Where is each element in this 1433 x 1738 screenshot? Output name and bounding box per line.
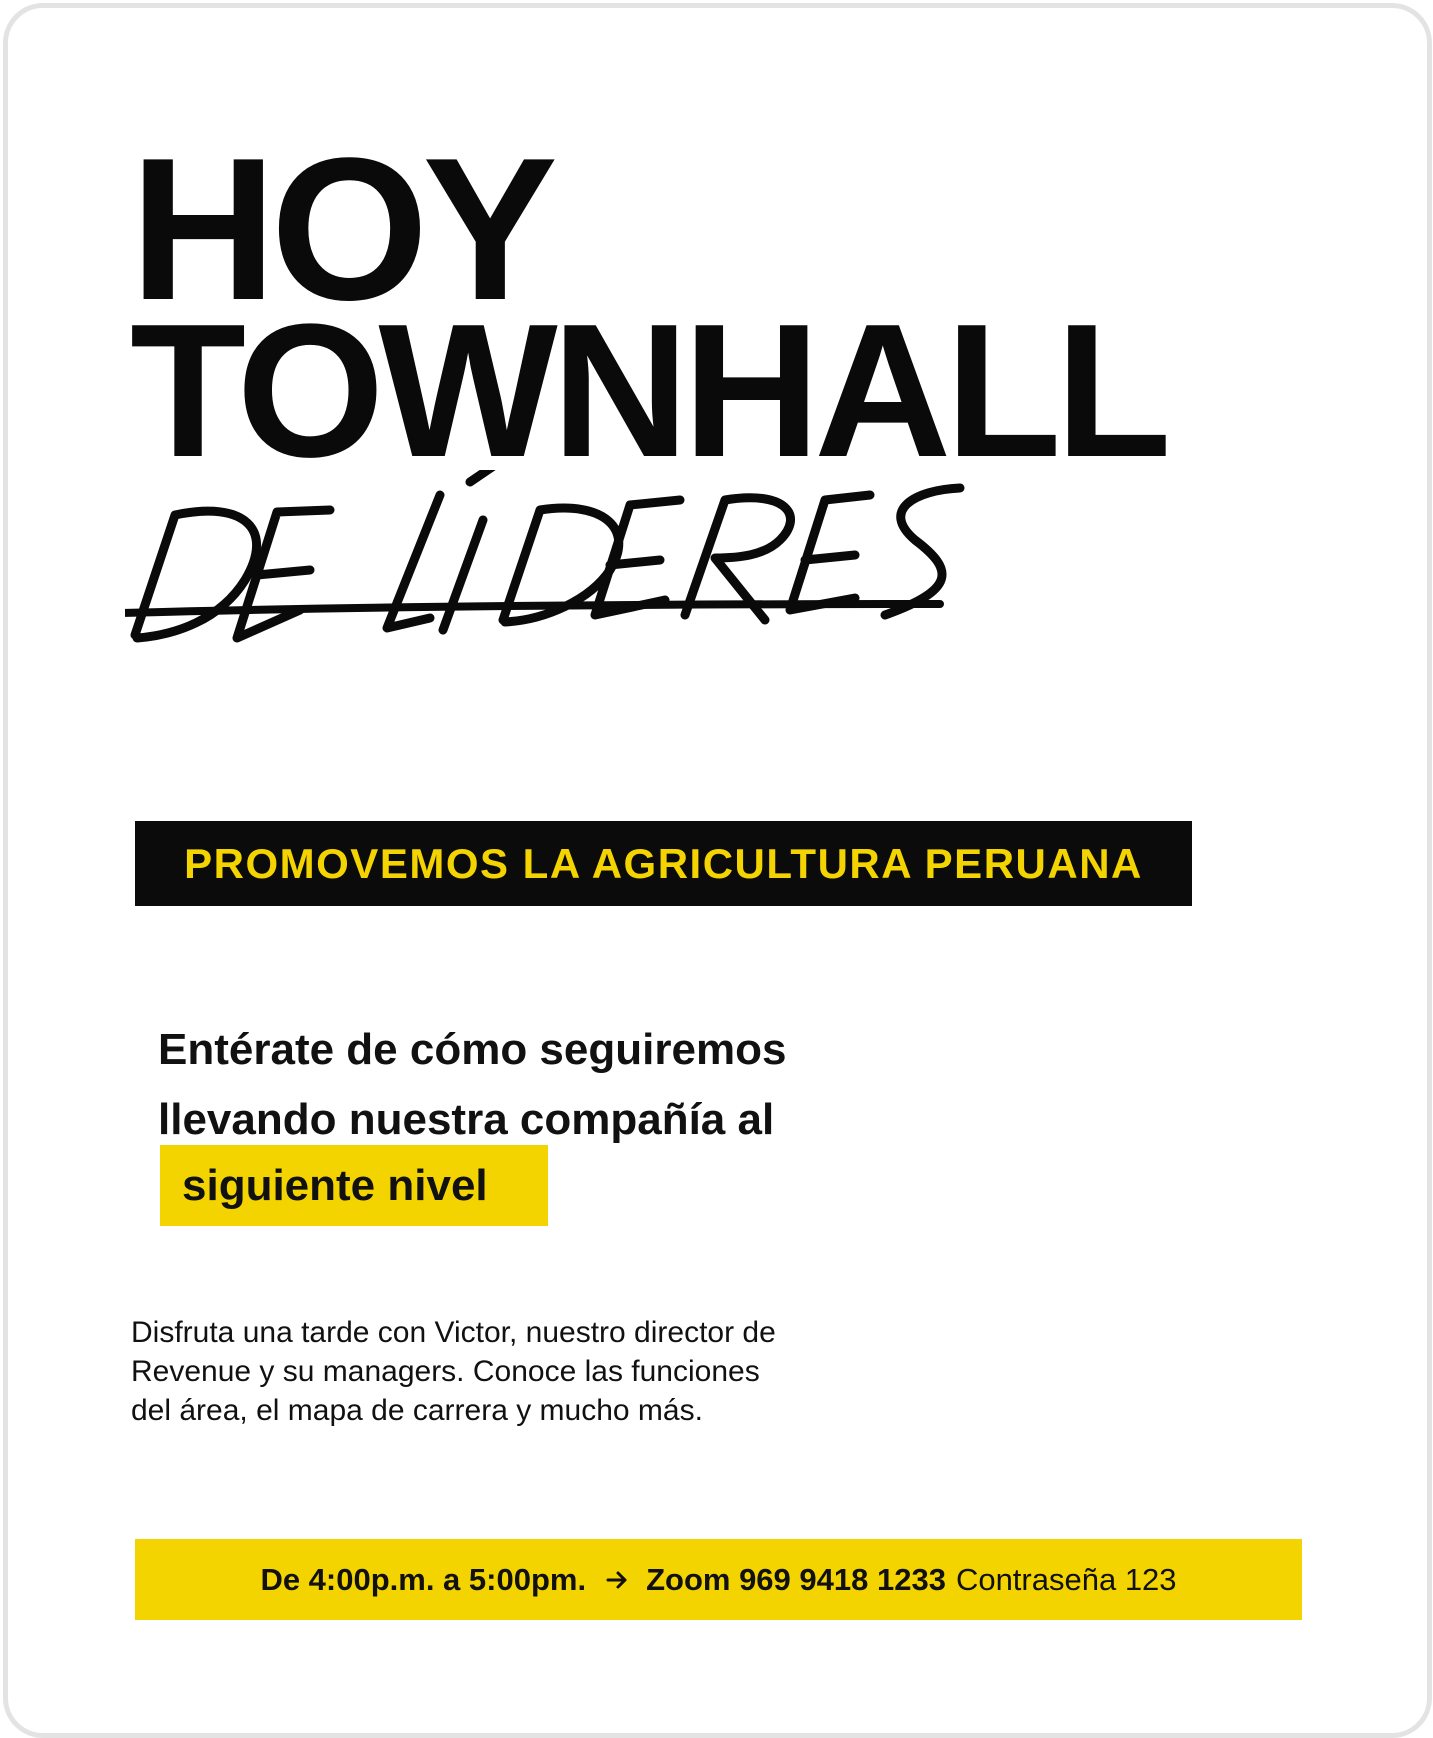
meeting-password: Contraseña 123	[955, 1561, 1177, 1597]
highlight-text: siguiente nivel	[182, 1160, 488, 1210]
meeting-time: De 4:00p.m. a 5:00pm.	[260, 1561, 587, 1597]
description-line-3: del área, el mapa de carrera y mucho más.	[131, 1394, 703, 1427]
script-letter-e3	[790, 495, 870, 610]
tagline-banner	[135, 821, 1192, 906]
script-title-de-lideres	[125, 470, 1075, 685]
script-letter-s	[885, 488, 960, 615]
meeting-info-bar	[135, 1539, 1302, 1620]
intro-text	[158, 1015, 786, 1155]
intro-line-1: Entérate de cómo seguiremos	[158, 1025, 787, 1074]
description-line-2: Revenue y su managers. Conoce las funciones	[131, 1355, 760, 1388]
intro-line-2: llevando nuestra compañía al	[158, 1095, 775, 1144]
arrow-right-icon	[606, 1570, 628, 1590]
highlight-box	[160, 1145, 548, 1226]
headline-townhall: TOWNHALL	[130, 285, 1166, 497]
description-text	[131, 1313, 776, 1430]
tagline-text: PROMOVEMOS LA AGRICULTURA PERUANA	[184, 839, 1143, 887]
headline-hoy: HOY	[130, 116, 552, 343]
meeting-zoom-id: Zoom 969 9418 1233	[646, 1561, 946, 1597]
description-line-1: Disfruta una tarde con Victor, nuestro director de	[131, 1316, 776, 1349]
